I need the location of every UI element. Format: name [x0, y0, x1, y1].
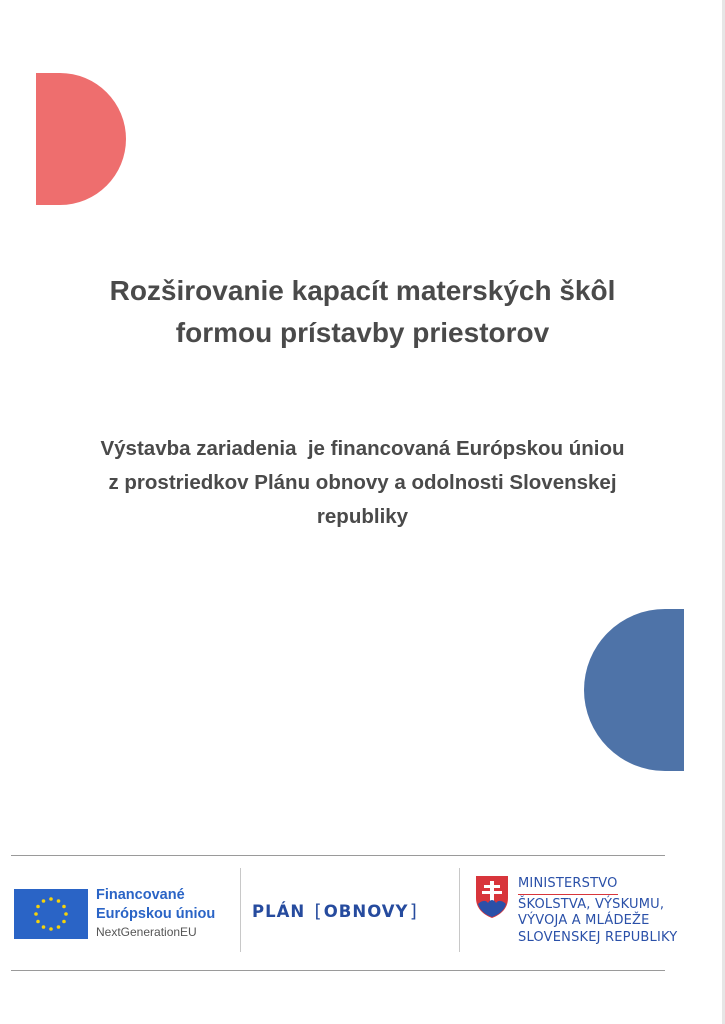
ministry-logo-text [518, 876, 698, 946]
funding-statement-line-1: Výstavba zariadenia je financovaná Európskou úniou [100, 437, 625, 460]
eu-star-icon [57, 925, 61, 929]
eu-logo-line-1: Financované [96, 887, 185, 903]
plan-logo-bracket-open: [ [311, 901, 324, 922]
eu-star-icon [64, 912, 68, 916]
ministry-line-2: ŠKOLSTVA, VÝSKUMU, [518, 896, 665, 912]
funding-statement [40, 432, 685, 534]
plan-logo-word-1: PLÁN [252, 902, 306, 921]
ministry-line-4: SLOVENSKEJ REPUBLIKY [518, 929, 678, 945]
funding-statement-line-3: republiky [316, 505, 409, 528]
eu-funding-logo-text [96, 886, 246, 941]
footer-separator-2 [459, 868, 460, 952]
blue-half-circle-decoration [584, 609, 684, 771]
eu-star-icon [42, 925, 46, 929]
eu-star-icon [57, 899, 61, 903]
plan-obnovy-logo [252, 898, 452, 926]
eu-star-icon [42, 899, 46, 903]
eu-flag-icon [14, 889, 88, 939]
eu-star-icon [62, 905, 66, 909]
red-half-circle-decoration [36, 73, 126, 205]
slovak-coat-of-arms-icon [474, 874, 510, 920]
eu-star-icon [49, 927, 53, 931]
eu-logo-line-2: Európskou úniou [96, 906, 216, 922]
footer-bottom-divider [11, 970, 665, 971]
funding-statement-line-2: z prostriedkov Plánu obnovy a odolnosti Slovenskej [108, 471, 617, 494]
plan-logo-word-2: OBNOVY [323, 902, 409, 921]
footer-top-divider [11, 855, 665, 856]
eu-star-icon [34, 912, 38, 916]
eu-star-icon [49, 897, 53, 901]
title-line-2: formou prístavby priestorov [175, 317, 550, 348]
eu-star-icon [36, 920, 40, 924]
document-title [40, 270, 685, 354]
ministry-line-3: VÝVOJA A MLÁDEŽE [518, 913, 650, 928]
title-line-1: Rozširovanie kapacít materských škôl [109, 275, 616, 306]
plan-logo-bracket-close: ] [408, 901, 421, 922]
eu-logo-line-3: NextGenerationEU [96, 925, 197, 939]
eu-star-icon [62, 920, 66, 924]
eu-star-icon [36, 905, 40, 909]
ministry-line-1: MINISTERSTVO [518, 876, 618, 895]
